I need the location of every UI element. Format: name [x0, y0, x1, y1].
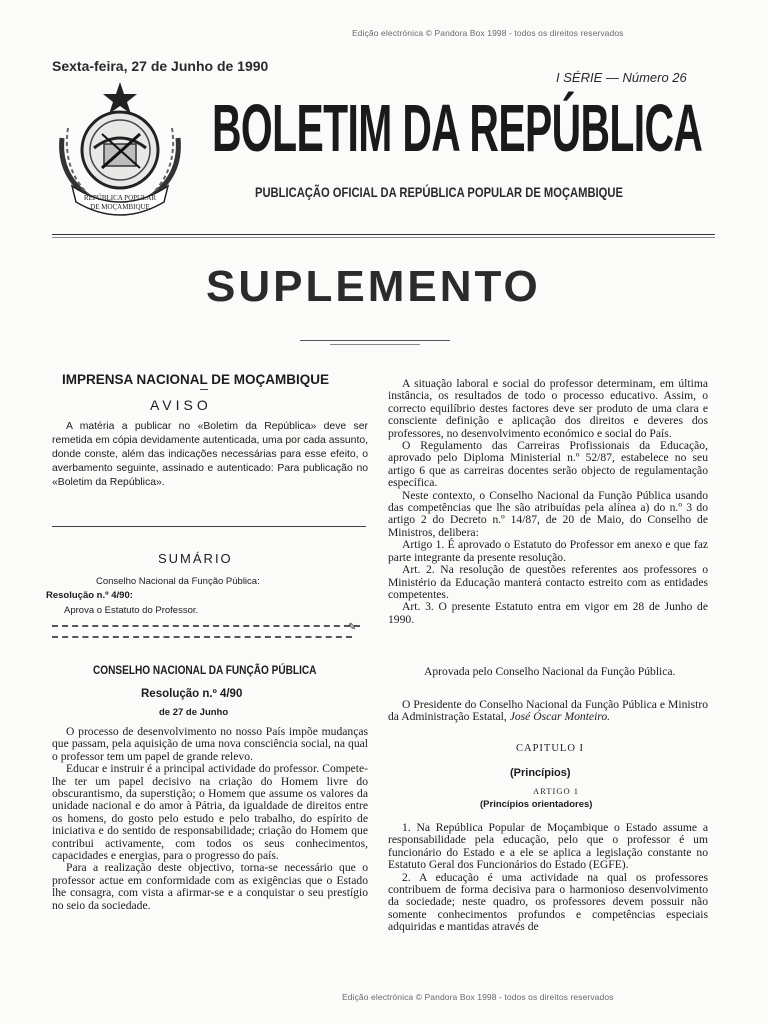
supplement-rule [300, 340, 450, 341]
aviso-dash [200, 389, 208, 390]
resolution-number: Resolução n.º 4/90 [141, 688, 243, 700]
aviso-rule [52, 526, 366, 527]
right-paragraph: Art. 3. O presente Estatuto entra em vigor em 28 de Junho de 1990. [388, 600, 708, 626]
aviso-text [52, 420, 368, 490]
masthead-title: BOLETIM DA REPÚBLICA [212, 91, 703, 166]
left-paragraph: Para a realização deste objectivo, torna-se necessário que o professor actue em conformidade com as exigências que o Estado lhe consagra, com vista a afirmar-se e a conquistar o seu prestígio no seio da sociedade. [52, 861, 368, 912]
watermark-bottom: Edição electrónica © Pandora Box 1998 - todos os direitos reservados [342, 992, 614, 1002]
approval-line: Aprovada pelo Conselho Nacional da Função Pública. [424, 665, 676, 678]
sumario-rule [52, 625, 360, 627]
right-paragraph: Art. 2. Na resolução de questões referentes aos professores o Ministério da Educação manterá contacto estreito com as entidades competentes. [388, 563, 708, 601]
watermark-top: Edição electrónica © Pandora Box 1998 - todos os direitos reservados [352, 28, 624, 38]
article-label: ARTIGO 1 [533, 786, 579, 796]
emblem-text-2: DE MOÇAMBIQUE [90, 203, 150, 211]
supplement-heading: SUPLEMENTO [206, 262, 541, 311]
emblem-text-1: REPÚBLICA POPULAR [83, 194, 157, 202]
masthead-subtitle: PUBLICAÇÃO OFICIAL DA REPÚBLICA POPULAR DE MOÇAMBIQUE [255, 184, 623, 200]
resolution-organ-heading: CONSELHO NACIONAL DA FUNÇÃO PÚBLICA [93, 663, 317, 677]
sumario-organ: Conselho Nacional da Função Pública: [96, 576, 260, 587]
aviso-title: AVISO [150, 397, 212, 413]
resolution-date: de 27 de Junho [159, 707, 229, 718]
right-body-top [388, 378, 708, 626]
masthead-rule-thin [52, 237, 715, 238]
rule-ornament-icon: ✎ [348, 622, 357, 633]
article-title: (Princípios orientadores) [480, 799, 593, 810]
article-paragraph: 2. A educação é uma actividade na qual os professores contribuem de forma decisiva para o harmonioso desenvolvimento da sociedade; neste quadro, os professores devem possuir não somente conhecimentos profundos e competências especiais adquiridas e mantidas através de [388, 870, 708, 934]
sumario-resolution: Resolução n.º 4/90: [46, 590, 133, 601]
sumario-title: SUMÁRIO [158, 551, 233, 566]
left-paragraph: O processo de desenvolvimento no nosso País impõe mudanças que passam, pela aquisição de uma nova consciência social, na qual o professor tem um papel de grande relevo. [52, 725, 368, 763]
imprensa-heading: IMPRENSA NACIONAL DE MOÇAMBIQUE [62, 372, 330, 387]
right-paragraph: O Regulamento das Carreiras Profissionais da Educação, aprovado pelo Diploma Ministerial n.º 52/87, estabelece no seu artigo 6 que as carreiras docentes serão objecto de regulamentação específica. [388, 439, 708, 490]
right-paragraph: Neste contexto, o Conselho Nacional da Função Pública usando das competências que lhe são atribuídas pela alínea a) do n.º 3 do artigo 2 do Decreto n.º 14/87, de 20 de Maio, do Conselho de Ministros, delibera: [388, 488, 708, 539]
aviso-paragraph: A matéria a publicar no «Boletim da República» deve ser remetida em cópia devidamente autenticada, uma por cada assunto, donde conste, além das indicações necessárias para esse efeito, o averbamento seguinte, assinado e autenticado: Para publicação no «Boletim da República». [52, 421, 368, 488]
article-paragraph: 1. Na República Popular de Moçambique o Estado assume a responsabilidade pela educação, pelo que o professor é um funcionário do Estado e a ele se aplica a legislação constante no Estatuto Geral dos Funcionários do Estado (EGFE). [388, 821, 708, 872]
national-emblem [54, 78, 186, 220]
president-block [388, 699, 708, 724]
left-body [52, 726, 368, 912]
right-paragraph: Artigo 1. É aprovado o Estatuto do Professor em anexo e que faz parte integrante da presente resolução. [388, 538, 708, 564]
chapter-label: CAPITULO I [516, 743, 585, 754]
president-line: O Presidente do Conselho Nacional da Função Pública e Ministro da Administração Estatal, [388, 698, 708, 724]
sumario-description: Aprova o Estatuto do Professor. [64, 605, 199, 616]
president-paragraph [388, 699, 708, 724]
masthead-rule [52, 234, 715, 235]
right-paragraph: A situação laboral e social do professor determinam, em última instância, os resultados de todo o processo educativo. Assim, o correcto equilíbrio destes factores deve ser produto de uma clara e consciente definição e aplicação dos direitos e deveres dos professores, no desenvolvimento económico e social do País. [388, 377, 708, 440]
issue-series: I SÉRIE — Número 26 [556, 70, 687, 85]
right-body-bottom [388, 822, 708, 934]
president-name: José Óscar Monteiro. [509, 710, 611, 724]
chapter-title: (Princípios) [510, 767, 571, 779]
sumario-rule-lower [52, 636, 352, 638]
supplement-rule-short [330, 344, 420, 345]
left-paragraph: Educar e instruir é a principal actividade do professor. Compete-lhe ter um papel decisivo na criação do Homem livre do obscurantismo, da superstição; o Homem que assume os valores da unidade nacional e do amor à Pátria, da igualdade de direitos entre os homens, do gosto pelo estudo e pelo trabalho, do espírito de iniciativa e do sentido de responsabilidade; criação do Homem que contribui activamente, com todos os seus conhecimentos, capacidades e energias, para o progresso do país. [52, 762, 368, 863]
issue-date: Sexta-feira, 27 de Junho de 1990 [52, 58, 269, 74]
